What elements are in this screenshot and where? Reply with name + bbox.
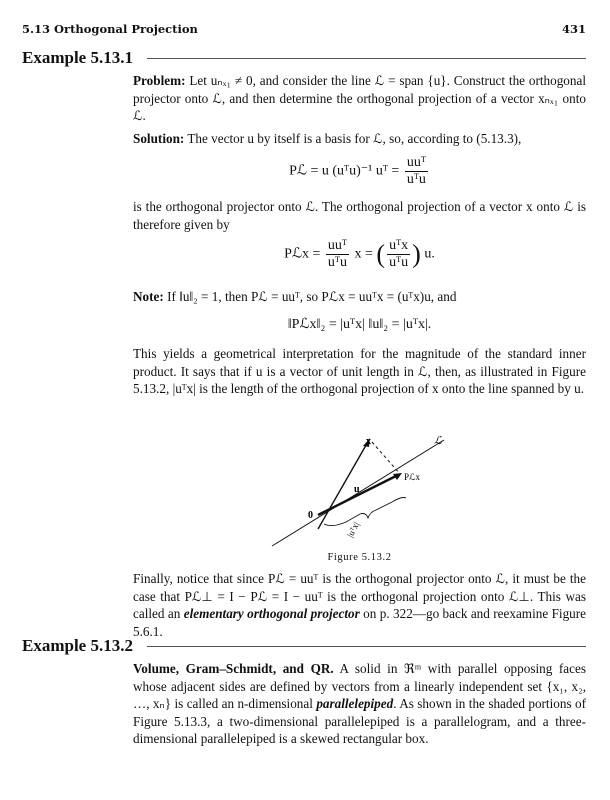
note-text: If ‖u‖₂ = 1, then Pℒ = uuᵀ, so Pℒx = uuᵀx = (uᵀx)u, and — [167, 289, 457, 304]
projector-paragraph: is the orthogonal projector onto ℒ. The orthogonal projection of a vector x onto ℒ is therefore given by — [133, 199, 586, 232]
label-x: x — [366, 436, 371, 447]
vector-x — [318, 440, 369, 529]
figure-caption: Figure 5.13.2 — [327, 552, 392, 563]
running-head — [22, 22, 586, 36]
eq1-lhs: Pℒ = u (uᵀu)⁻¹ uᵀ = — [289, 163, 400, 179]
eq1-numerator: uuᵀ — [406, 155, 426, 170]
length-brace — [324, 498, 406, 526]
example-heading-2 — [22, 636, 586, 656]
eq2-denominator-2: uᵀu — [389, 255, 409, 270]
equation-norm: ‖Pℒx‖₂ = |uᵀx| ‖u‖₂ = |uᵀx|. — [287, 317, 432, 332]
label-brace: |uᵀx| — [344, 520, 362, 539]
final-paragraph — [133, 570, 586, 640]
example-label: Example 5.13.1 — [22, 48, 133, 67]
note-paragraph — [133, 288, 586, 306]
equation-projector — [133, 155, 586, 188]
eq2-numerator-1: uuᵀ — [327, 238, 347, 253]
final-tail: on p. 322—go back and reexamine Figure 5.6.1. — [133, 606, 586, 639]
example-heading — [22, 48, 586, 68]
solution-label: Solution: — [133, 131, 185, 146]
eq1-denominator: uᵀu — [406, 172, 426, 187]
heading-rule — [147, 58, 586, 59]
eq2-fraction-1 — [326, 238, 349, 271]
projection-vector — [318, 475, 398, 515]
note-label: Note: — [133, 289, 164, 304]
interpretation-paragraph: This yields a geometrical interpretation for the magnitude of the standard inner product. It says that if u is a vector of unit length in ℒ, then, as illustrated in Figure 5.13.2, |uᵀx| is the length of the orthogonal projection of x onto the line spanned by u. — [133, 346, 586, 396]
volume-paragraph — [133, 660, 586, 748]
label-L: ℒ — [434, 435, 442, 447]
problem-paragraph — [133, 72, 586, 125]
page-number: 431 — [561, 22, 586, 36]
example-label-2: Example 5.13.2 — [22, 636, 133, 655]
eq2-fraction-2 — [387, 238, 410, 271]
problem-text: Let uₙₓ₁ ≠ 0, and consider the line ℒ = span {u}. Construct the orthogonal projector onto ℒ, and then determine the orthogonal projection of a vector xₙₓ₁ onto ℒ. — [133, 73, 587, 123]
volume-title: Volume, Gram–Schmidt, and QR. — [133, 661, 334, 676]
solution-text: The vector u by itself is a basis for ℒ, so, according to (5.13.3), — [187, 131, 522, 146]
projection-figure — [262, 432, 462, 550]
label-projection: Pℒx — [404, 472, 420, 482]
heading-rule-2 — [147, 646, 586, 647]
final-emphasis: elementary orthogonal projector — [183, 606, 360, 621]
eq1-fraction — [405, 155, 428, 188]
eq2-lhs: Pℒx = — [284, 246, 321, 262]
eq2-rhs: u. — [424, 246, 435, 262]
equation-projection: Pℒx = $\frac{\text{uuᵀ}}{\text{uᵀu}}$ x = ( $\frac{\text{uᵀx}}{\text{uᵀu}}$ ) u. — [284, 238, 435, 270]
volume-text-a: A solid in ℜᵐ with parallel opposing faces whose adjacent sides are defined by vectors from a linearly independent set {x₁, x₂, …, xₙ} is called an n-dimensional — [133, 661, 587, 711]
label-u: u — [354, 484, 360, 495]
volume-text-b: . As shown in the shaded portions of Figure 5.13.3, a two-dimensional parallelepiped is a parallelogram, and a three-dimensional parallelepiped is a skewed rectangular box. — [133, 696, 586, 746]
eq2-numerator-2: uᵀx — [389, 238, 409, 253]
eq2-mid: x = — [354, 246, 373, 262]
volume-emphasis: parallelepiped — [316, 696, 394, 711]
section-title: 5.13 Orthogonal Projection — [22, 22, 198, 36]
solution-paragraph — [133, 130, 586, 148]
perpendicular-dashed — [372, 442, 400, 474]
eq2-denominator-1: uᵀu — [327, 255, 347, 270]
problem-label: Problem: — [133, 73, 186, 88]
final-text: Finally, notice that since Pℒ = uuᵀ is the orthogonal projector onto ℒ, it must be the case that Pℒ⊥ = I − Pℒ = I − uuᵀ is the orthogonal projection onto ℒ⊥. This was called an — [133, 571, 586, 621]
label-origin: 0 — [308, 510, 313, 521]
